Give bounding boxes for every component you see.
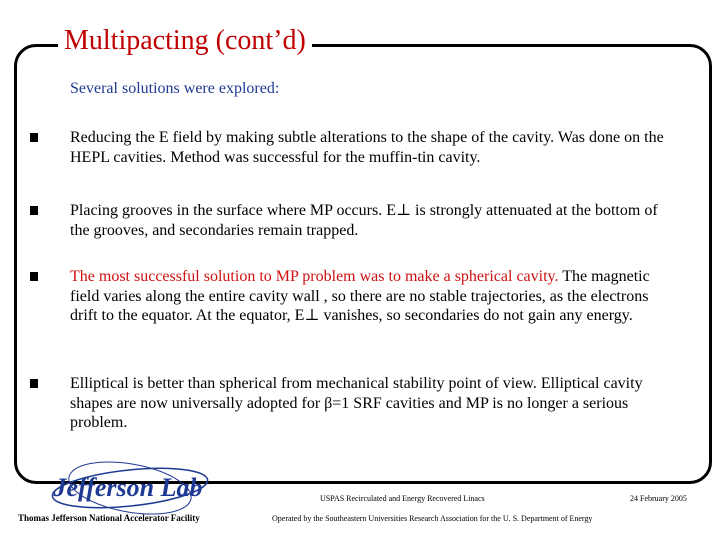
bullet-square-icon	[30, 206, 38, 215]
bullet-1-text: Reducing the E field by making subtle alterations to the shape of the cavity. Was done on the HEPL cavities. Method was successful for the muffin-tin cavity.	[70, 129, 664, 166]
bullet-square-icon	[30, 133, 38, 142]
bullet-3-highlight: The most successful solution to MP problem was to make a spherical cavity.	[70, 268, 559, 285]
jefferson-lab-logo	[38, 458, 218, 520]
operator-note: Operated by the Southeastern Universities Research Association for the U. S. Department of Energy	[272, 514, 593, 523]
bullet-square-icon	[30, 379, 38, 388]
bullet-2-text: Placing grooves in the surface where MP occurs. E⊥ is strongly attenuated at the bottom of the grooves, and secondaries remain trapped.	[70, 202, 658, 239]
bullet-4	[30, 374, 670, 433]
bullet-3-text	[70, 267, 670, 326]
bullet-1	[30, 128, 670, 167]
facility-name: Thomas Jefferson National Accelerator Facility	[18, 513, 200, 523]
bullet-2	[30, 201, 670, 240]
slide-date: 24 February 2005	[630, 494, 687, 503]
slide-subtitle: Several solutions were explored:	[70, 80, 280, 97]
logo-text: Jefferson Lab	[53, 473, 203, 502]
slide-title: Multipacting (cont’d)	[58, 24, 312, 58]
bullet-3-rest: The magnetic field varies along the entire cavity wall , so there are no stable trajectories, as the electrons drift to the equator. At the equator, E⊥ vanishes, so secondaries do not gain any energy.	[70, 268, 650, 324]
bullet-3	[30, 267, 670, 326]
course-name: USPAS Recirculated and Energy Recovered Linacs	[320, 494, 485, 503]
bullet-4-text: Elliptical is better than spherical from mechanical stability point of view. Elliptical cavity shapes are now universally adopted for β=1 SRF cavities and MP is no longer a serious problem.	[70, 375, 643, 431]
bullet-square-icon	[30, 272, 38, 281]
